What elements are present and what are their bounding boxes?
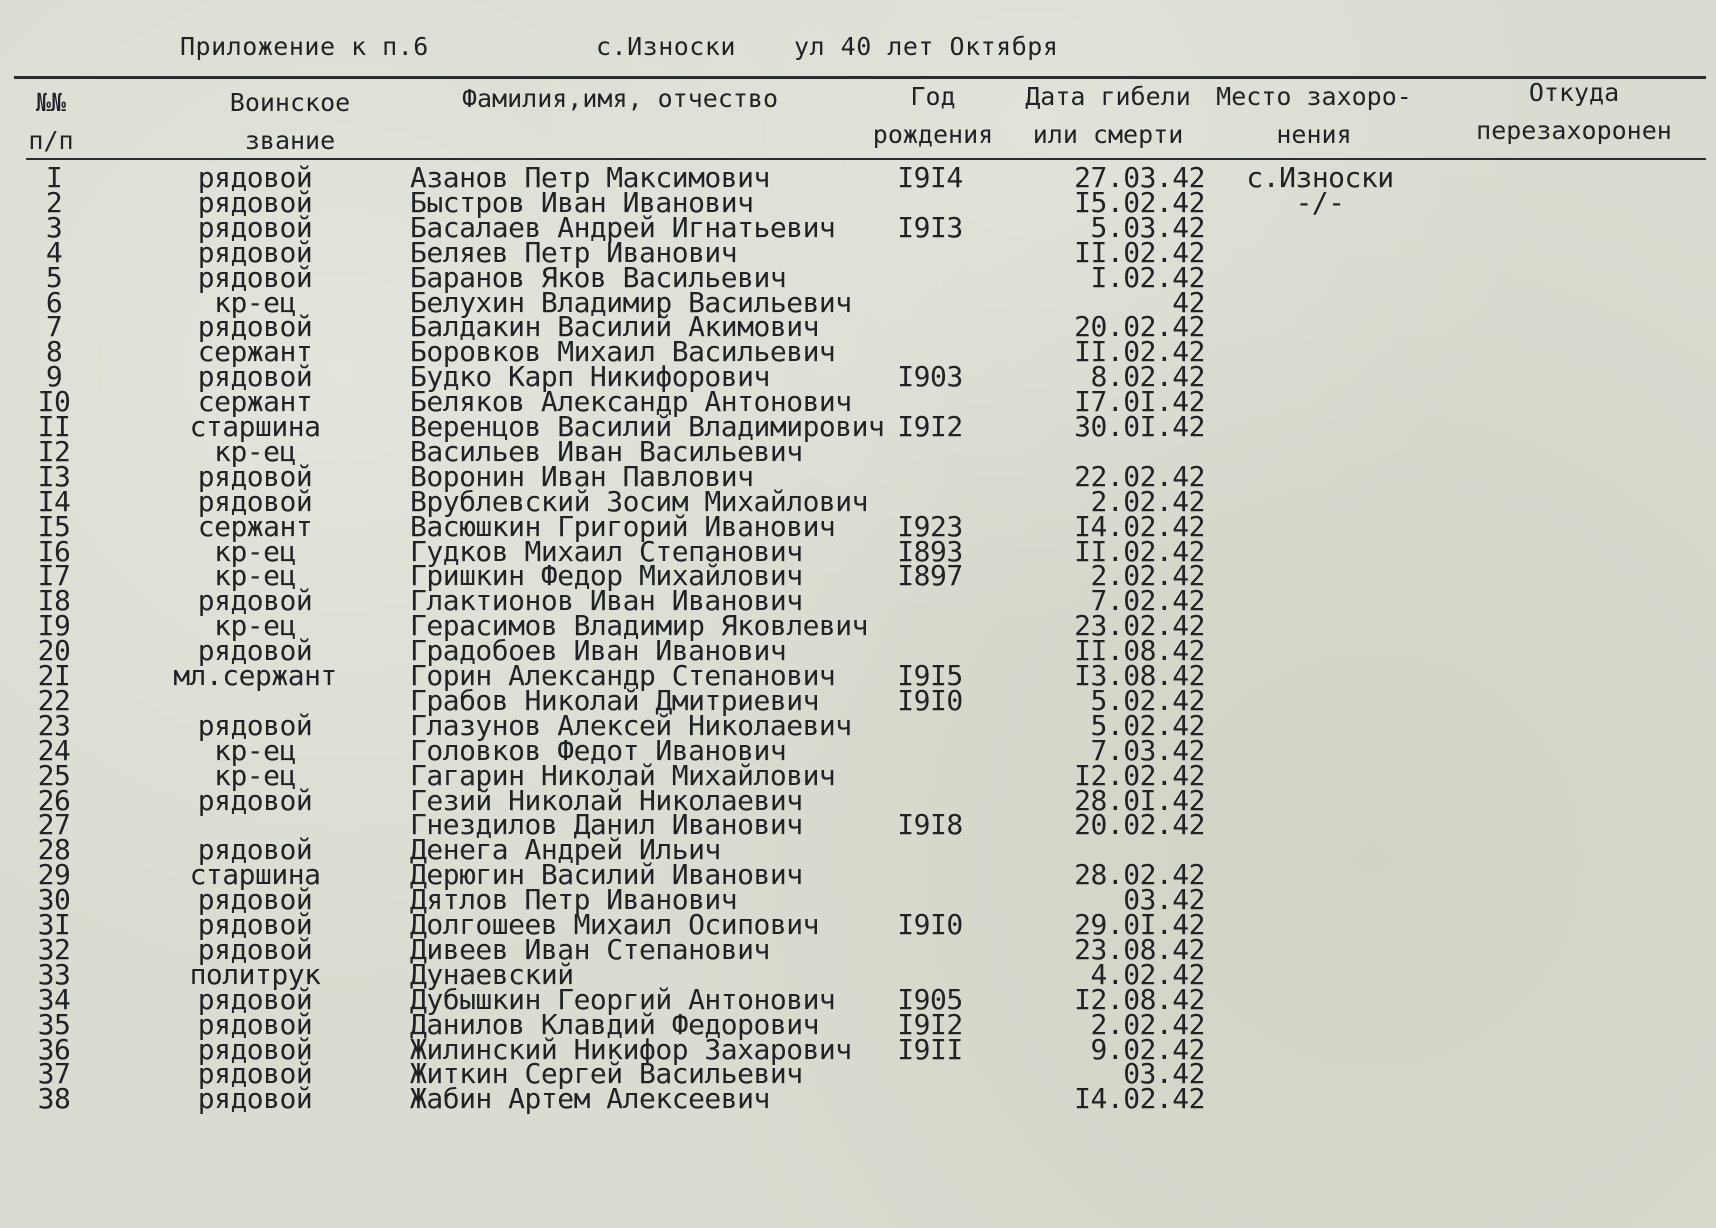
- death-date: 28.0I.42: [1074, 783, 1205, 817]
- full-name: Врублевский Зосим Михайлович: [410, 484, 869, 518]
- full-name: Баранов Яков Васильевич: [410, 260, 787, 294]
- full-name: Головков Федот Иванович: [410, 733, 787, 767]
- row-number: 23: [37, 708, 71, 742]
- col-header-burial-place: [1214, 78, 1414, 154]
- col-header-death-date: [1018, 78, 1198, 154]
- table-row: [0, 783, 1716, 817]
- burial-table-body: [0, 161, 1716, 1125]
- death-date: I.02.42: [1090, 260, 1205, 294]
- full-name: Балдакин Василий Акимович: [410, 310, 819, 344]
- row-number: 4: [45, 235, 63, 269]
- military-rank: кр-ец: [214, 733, 296, 767]
- full-name: Гудков Михаил Степанович: [410, 534, 803, 568]
- row-number: 7: [45, 310, 63, 344]
- military-rank: сержант: [197, 335, 313, 369]
- full-name: Васильев Иван Васильевич: [410, 434, 803, 468]
- birth-year: I9I8: [897, 808, 963, 842]
- death-date: I2.02.42: [1074, 758, 1205, 792]
- military-rank: рядовой: [197, 1007, 313, 1041]
- birth-year: I9I0: [897, 683, 963, 717]
- full-name: Боровков Михаил Васильевич: [410, 335, 836, 369]
- death-date: II.02.42: [1074, 335, 1205, 369]
- full-name: Данилов Клавдий Федорович: [410, 1007, 819, 1041]
- full-name: Азанов Петр Максимович: [410, 161, 770, 194]
- full-name: Дивеев Иван Степанович: [410, 932, 770, 966]
- military-rank: рядовой: [197, 235, 313, 269]
- table-row: [0, 659, 1716, 692]
- row-number: 3: [45, 210, 63, 244]
- military-rank: кр-ец: [214, 559, 296, 593]
- row-number: 2I: [37, 659, 71, 692]
- row-number: I7: [37, 559, 71, 593]
- military-rank: мл.сержант: [173, 659, 337, 692]
- military-rank: рядовой: [197, 210, 313, 244]
- full-name: Грабов Николай Дмитриевич: [410, 683, 819, 717]
- full-name: Градобоев Иван Иванович: [410, 634, 787, 668]
- col-header-birth-year: [868, 78, 998, 154]
- full-name: Беляков Александр Антонович: [410, 385, 852, 419]
- burial-place: с.Износки: [1246, 161, 1394, 194]
- death-date: 8.02.42: [1090, 360, 1205, 394]
- military-rank: рядовой: [197, 708, 313, 742]
- full-name: Дерюгин Василий Иванович: [410, 858, 803, 892]
- row-number: 24: [37, 733, 71, 767]
- death-date: 03.42: [1123, 883, 1205, 917]
- death-date: II.02.42: [1074, 235, 1205, 269]
- col-header-burial-place-line1: Место захоро-: [1216, 82, 1412, 111]
- military-rank: кр-ец: [214, 534, 296, 568]
- military-rank: старшина: [189, 858, 321, 892]
- death-date: 2.02.42: [1090, 559, 1205, 593]
- death-date: 22.02.42: [1074, 459, 1205, 493]
- full-name: Горин Александр Степанович: [410, 659, 836, 692]
- death-date: 5.03.42: [1090, 210, 1205, 244]
- full-name: Быстров Иван Иванович: [410, 185, 754, 219]
- full-name: Воронин Иван Павлович: [410, 459, 754, 493]
- col-header-burial-place-line2: нения: [1276, 120, 1352, 149]
- col-header-rank-line2: звание: [244, 126, 336, 155]
- birth-year: I903: [897, 360, 963, 394]
- death-date: 23.02.42: [1074, 609, 1205, 643]
- row-number: I0: [37, 385, 71, 419]
- col-header-number-line2: п/п: [28, 126, 74, 155]
- death-date: 27.03.42: [1074, 161, 1205, 194]
- death-date: I2.08.42: [1074, 982, 1205, 1016]
- full-name: Жабин Артем Алексеевич: [410, 1082, 770, 1116]
- row-number: II: [37, 410, 71, 443]
- col-header-birth-year-line1: Год: [910, 82, 956, 111]
- full-name: Беляев Петр Иванович: [410, 235, 738, 269]
- full-name: Дубышкин Георгий Антонович: [410, 982, 836, 1016]
- birth-year: I9I2: [897, 410, 963, 443]
- full-name: Герасимов Владимир Яковлевич: [410, 609, 869, 643]
- death-date: 2.02.42: [1090, 484, 1205, 518]
- row-number: 33: [37, 957, 71, 991]
- full-name: Жилинский Никифор Захарович: [410, 1032, 852, 1066]
- military-rank: рядовой: [197, 932, 313, 966]
- military-rank: сержант: [197, 509, 313, 543]
- military-rank: рядовой: [197, 833, 313, 867]
- row-number: 6: [45, 285, 63, 319]
- row-number: 36: [37, 1032, 71, 1066]
- military-rank: сержант: [197, 385, 313, 419]
- row-number: 28: [37, 833, 71, 867]
- death-date: 42: [1172, 285, 1205, 319]
- col-header-death-date-line2: или смерти: [1032, 120, 1184, 149]
- row-number: 27: [37, 808, 71, 842]
- row-number: I: [45, 161, 63, 194]
- birth-year: I9I4: [897, 161, 963, 194]
- military-rank: кр-ец: [214, 434, 296, 468]
- full-name: Дунаевский: [410, 957, 574, 991]
- col-header-reburied-from-line2: перезахоронен: [1476, 116, 1672, 145]
- table-row: [0, 1082, 1716, 1116]
- street-label: ул 40 лет Октября: [794, 32, 1059, 61]
- full-name: Глактионов Иван Иванович: [410, 584, 803, 618]
- full-name: Долгошеев Михаил Осипович: [410, 908, 819, 941]
- death-date: 30.0I.42: [1074, 410, 1205, 443]
- military-rank: рядовой: [197, 584, 313, 618]
- col-header-name: [440, 80, 800, 118]
- birth-year: I905: [897, 982, 963, 1016]
- row-number: I5: [37, 509, 71, 543]
- row-number: 20: [37, 634, 71, 668]
- military-rank: рядовой: [197, 484, 313, 518]
- row-number: 38: [37, 1082, 71, 1116]
- row-number: I6: [37, 534, 71, 568]
- col-header-death-date-line1: Дата гибели: [1025, 82, 1191, 111]
- row-number: 3I: [37, 908, 71, 941]
- military-rank: рядовой: [197, 982, 313, 1016]
- death-date: I3.08.42: [1074, 659, 1205, 692]
- full-name: Будко Карп Никифорович: [410, 360, 770, 394]
- full-name: Гагарин Николай Михайлович: [410, 758, 836, 792]
- row-number: I4: [37, 484, 71, 518]
- military-rank: рядовой: [197, 783, 313, 817]
- col-header-reburied-from: [1464, 74, 1684, 150]
- military-rank: рядовой: [197, 908, 313, 941]
- military-rank: рядовой: [197, 185, 313, 219]
- death-date: 29.0I.42: [1074, 908, 1205, 941]
- military-rank: кр-ец: [214, 285, 296, 319]
- death-date: I5.02.42: [1074, 185, 1205, 219]
- full-name: Гнездилов Данил Иванович: [410, 808, 803, 842]
- military-rank: старшина: [189, 410, 321, 443]
- full-name: Васюшкин Григорий Иванович: [410, 509, 836, 543]
- death-date: 28.02.42: [1074, 858, 1205, 892]
- death-date: II.08.42: [1074, 634, 1205, 668]
- death-date: I4.02.42: [1074, 509, 1205, 543]
- death-date: 4.02.42: [1090, 957, 1205, 991]
- col-header-number-line1: №№: [35, 88, 67, 117]
- full-name: Дятлов Петр Иванович: [410, 883, 738, 917]
- birth-year: I923: [897, 509, 963, 543]
- appendix-label: Приложение к п.6: [180, 32, 429, 61]
- row-number: I9: [37, 609, 71, 643]
- row-number: 5: [45, 260, 63, 294]
- military-rank: кр-ец: [214, 609, 296, 643]
- birth-year: I9I2: [897, 1007, 963, 1041]
- row-number: 34: [37, 982, 71, 1016]
- death-date: I4.02.42: [1074, 1082, 1205, 1116]
- col-header-number: [18, 84, 84, 160]
- military-rank: рядовой: [197, 1057, 313, 1091]
- full-name: Гезий Николай Николаевич: [410, 783, 803, 817]
- death-date: 20.02.42: [1074, 808, 1205, 842]
- row-number: I2: [37, 434, 71, 468]
- death-date: 7.03.42: [1090, 733, 1205, 767]
- birth-year: I897: [897, 559, 963, 593]
- military-rank: рядовой: [197, 883, 313, 917]
- row-number: 30: [37, 883, 71, 917]
- col-header-rank: [190, 84, 390, 160]
- full-name: Денега Андрей Ильич: [410, 833, 721, 867]
- full-name: Глазунов Алексей Николаевич: [410, 708, 852, 742]
- row-number: I8: [37, 584, 71, 618]
- full-name: Гришкин Федор Михайлович: [410, 559, 803, 593]
- row-number: 29: [37, 858, 71, 892]
- military-rank: политрук: [189, 957, 321, 991]
- header-rule: [26, 158, 1706, 160]
- col-header-birth-year-line2: рождения: [872, 120, 994, 149]
- military-rank: рядовой: [197, 360, 313, 394]
- document-header: [0, 32, 1716, 68]
- full-name: Басалаев Андрей Игнатьевич: [410, 210, 836, 244]
- full-name: Житкин Сергей Васильевич: [410, 1057, 803, 1091]
- death-date: 23.08.42: [1074, 932, 1205, 966]
- col-header-reburied-from-line1: Откуда: [1528, 78, 1620, 107]
- death-date: 7.02.42: [1090, 584, 1205, 618]
- birth-year: I9I3: [897, 210, 963, 244]
- row-number: 2: [45, 185, 63, 219]
- death-date: 2.02.42: [1090, 1007, 1205, 1041]
- full-name: Белухин Владимир Васильевич: [410, 285, 852, 319]
- military-rank: рядовой: [197, 260, 313, 294]
- row-number: 9: [45, 360, 63, 394]
- military-rank: кр-ец: [214, 758, 296, 792]
- military-rank: рядовой: [197, 161, 313, 194]
- birth-year: I893: [897, 534, 963, 568]
- full-name: Веренцов Василий Владимирович: [410, 410, 885, 443]
- row-number: 35: [37, 1007, 71, 1041]
- col-header-name-line1: Фамилия,имя, отчество: [461, 84, 779, 113]
- row-number: 8: [45, 335, 63, 369]
- row-number: 32: [37, 932, 71, 966]
- death-date: 03.42: [1123, 1057, 1205, 1091]
- death-date: I7.0I.42: [1074, 385, 1205, 419]
- death-date: 5.02.42: [1090, 708, 1205, 742]
- row-number: 22: [37, 683, 71, 717]
- row-number: I3: [37, 459, 71, 493]
- military-rank: рядовой: [197, 634, 313, 668]
- death-date: 5.02.42: [1090, 683, 1205, 717]
- col-header-rank-line1: Воинское: [229, 88, 351, 117]
- top-rule: [14, 76, 1706, 79]
- birth-year: I9I5: [897, 659, 963, 692]
- death-date: 9.02.42: [1090, 1032, 1205, 1066]
- row-number: 26: [37, 783, 71, 817]
- military-rank: рядовой: [197, 459, 313, 493]
- death-date: 20.02.42: [1074, 310, 1205, 344]
- burial-place: -/-: [1295, 185, 1345, 219]
- birth-year: I9I0: [897, 908, 963, 941]
- village-label: с.Износки: [596, 32, 736, 61]
- row-number: 25: [37, 758, 71, 792]
- military-rank: рядовой: [197, 1082, 313, 1116]
- military-rank: рядовой: [197, 1032, 313, 1066]
- birth-year: I9II: [897, 1032, 963, 1066]
- death-date: II.02.42: [1074, 534, 1205, 568]
- military-rank: рядовой: [197, 310, 313, 344]
- row-number: 37: [37, 1057, 71, 1091]
